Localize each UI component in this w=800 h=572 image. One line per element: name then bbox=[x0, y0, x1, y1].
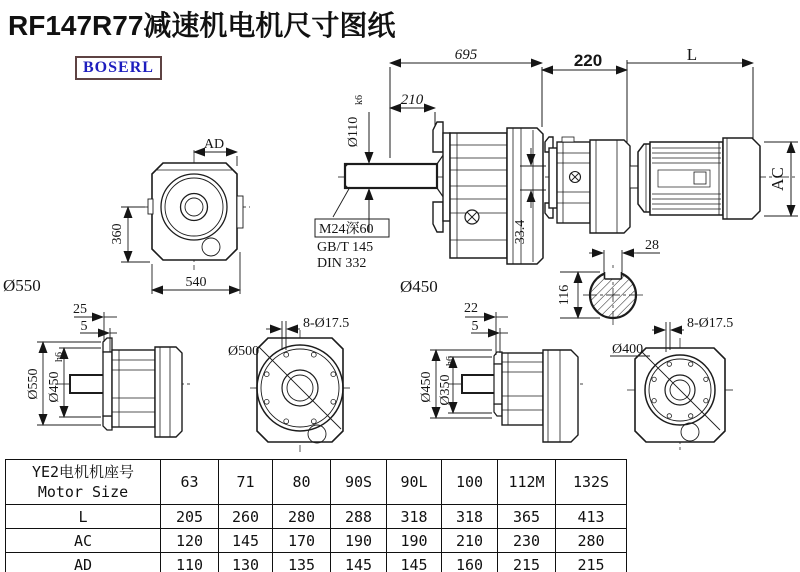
page-title: RF147R77减速机电机尺寸图纸 bbox=[8, 10, 396, 41]
label-210: 210 bbox=[400, 92, 424, 108]
dim-360 bbox=[121, 207, 150, 262]
label-28: 28 bbox=[645, 238, 659, 253]
cell: 190 bbox=[331, 529, 387, 553]
dim-220 bbox=[542, 60, 627, 150]
label-b1-dia-outer: Ø550 bbox=[26, 368, 41, 400]
motor-size-col: 90S bbox=[331, 460, 387, 505]
cell: 160 bbox=[442, 553, 498, 572]
motor-size-col: 100 bbox=[442, 460, 498, 505]
motor-size-col: 112M bbox=[498, 460, 556, 505]
label-b1-5: 5 bbox=[80, 319, 88, 334]
motor-fan-cowl bbox=[723, 138, 760, 219]
label-b2-dia: Ø500 bbox=[228, 344, 260, 359]
cell: 280 bbox=[556, 529, 627, 553]
cell: 130 bbox=[219, 553, 273, 572]
label-b3-5: 5 bbox=[471, 319, 479, 334]
label-b3-22: 22 bbox=[464, 301, 478, 316]
cell: 170 bbox=[273, 529, 331, 553]
label-540: 540 bbox=[185, 275, 207, 290]
cell: 145 bbox=[387, 553, 442, 572]
label-dia-550-left: Ø550 bbox=[3, 276, 41, 295]
cell: 190 bbox=[387, 529, 442, 553]
row-label: AD bbox=[6, 553, 161, 572]
dim-key-28 bbox=[589, 250, 660, 272]
cell: 413 bbox=[556, 505, 627, 529]
dim-L bbox=[627, 63, 753, 140]
cell: 210 bbox=[442, 529, 498, 553]
label-thread-din: DIN 332 bbox=[317, 256, 367, 271]
label-b4-dia: Ø400 bbox=[612, 342, 644, 357]
gear-housing bbox=[450, 128, 543, 264]
label-dia-450-main: Ø450 bbox=[400, 277, 438, 296]
cell: 135 bbox=[273, 553, 331, 572]
label-shaft-dia: Ø110 bbox=[346, 116, 361, 148]
cell: 110 bbox=[161, 553, 219, 572]
cell: 215 bbox=[498, 553, 556, 572]
label-thread-gb: GB/T 145 bbox=[317, 240, 374, 255]
row-label: L bbox=[6, 505, 161, 529]
main-assembly-view bbox=[315, 60, 798, 318]
motor-size-col: 80 bbox=[273, 460, 331, 505]
header-en: Motor Size bbox=[37, 483, 129, 501]
cell: 230 bbox=[498, 529, 556, 553]
label-b3-dia-spigot: Ø350 bbox=[438, 374, 453, 406]
side-boss bbox=[237, 196, 243, 228]
label-b1-25: 25 bbox=[73, 302, 87, 317]
cell: 260 bbox=[219, 505, 273, 529]
table-row-L bbox=[6, 505, 627, 529]
label-b4-holes: 8-Ø17.5 bbox=[687, 316, 734, 331]
motor-size-col: 71 bbox=[219, 460, 273, 505]
cell: 365 bbox=[498, 505, 556, 529]
label-116: 116 bbox=[557, 284, 572, 306]
label-shaft-dia-tol: k6 bbox=[354, 95, 365, 105]
cell: 120 bbox=[161, 529, 219, 553]
flange-400-front-view bbox=[610, 322, 725, 442]
cell: 318 bbox=[442, 505, 498, 529]
shaft-cross-section bbox=[590, 268, 636, 318]
dimension-table bbox=[5, 459, 627, 572]
label-L: L bbox=[686, 45, 698, 64]
label-thread-note: M24深60 bbox=[319, 222, 374, 237]
motor bbox=[638, 138, 760, 219]
label-360: 360 bbox=[110, 223, 125, 245]
table-header-row bbox=[6, 460, 627, 505]
label-b3-spigot-tol: h6 bbox=[445, 356, 456, 366]
label-b2-holes: 8-Ø17.5 bbox=[303, 316, 350, 331]
label-695: 695 bbox=[454, 47, 478, 63]
cell: 288 bbox=[331, 505, 387, 529]
motor-size-col: 90L bbox=[387, 460, 442, 505]
label-33-4: 33.4 bbox=[513, 219, 528, 245]
second-stage-reducer bbox=[545, 137, 638, 233]
dim-210 bbox=[390, 108, 435, 126]
motor-size-col: 63 bbox=[161, 460, 219, 505]
label-b3-dia-outer: Ø450 bbox=[419, 371, 434, 403]
cell: 145 bbox=[331, 553, 387, 572]
cell: 205 bbox=[161, 505, 219, 529]
label-220: 220 bbox=[573, 51, 603, 70]
table-row-AC bbox=[6, 529, 627, 553]
label-AC: AC bbox=[768, 167, 787, 191]
cell: 215 bbox=[556, 553, 627, 572]
brand-logo: BOSERL bbox=[75, 56, 162, 80]
label-b1-spigot-tol: h6 bbox=[54, 352, 65, 362]
table-header-motor-size bbox=[6, 460, 161, 505]
row-label: AC bbox=[6, 529, 161, 553]
label-b1-dia-spigot: Ø450 bbox=[47, 371, 62, 403]
table-row-AD bbox=[6, 553, 627, 572]
label-AD: AD bbox=[203, 137, 225, 152]
front-view bbox=[121, 152, 243, 294]
motor-size-col: 132S bbox=[556, 460, 627, 505]
output-shaft bbox=[345, 151, 446, 201]
thread-leader bbox=[333, 187, 350, 217]
flange-500-front-view bbox=[257, 321, 343, 443]
cell: 318 bbox=[387, 505, 442, 529]
cell: 280 bbox=[273, 505, 331, 529]
cell: 145 bbox=[219, 529, 273, 553]
header-cn: YE2电机机座号 bbox=[31, 463, 135, 481]
